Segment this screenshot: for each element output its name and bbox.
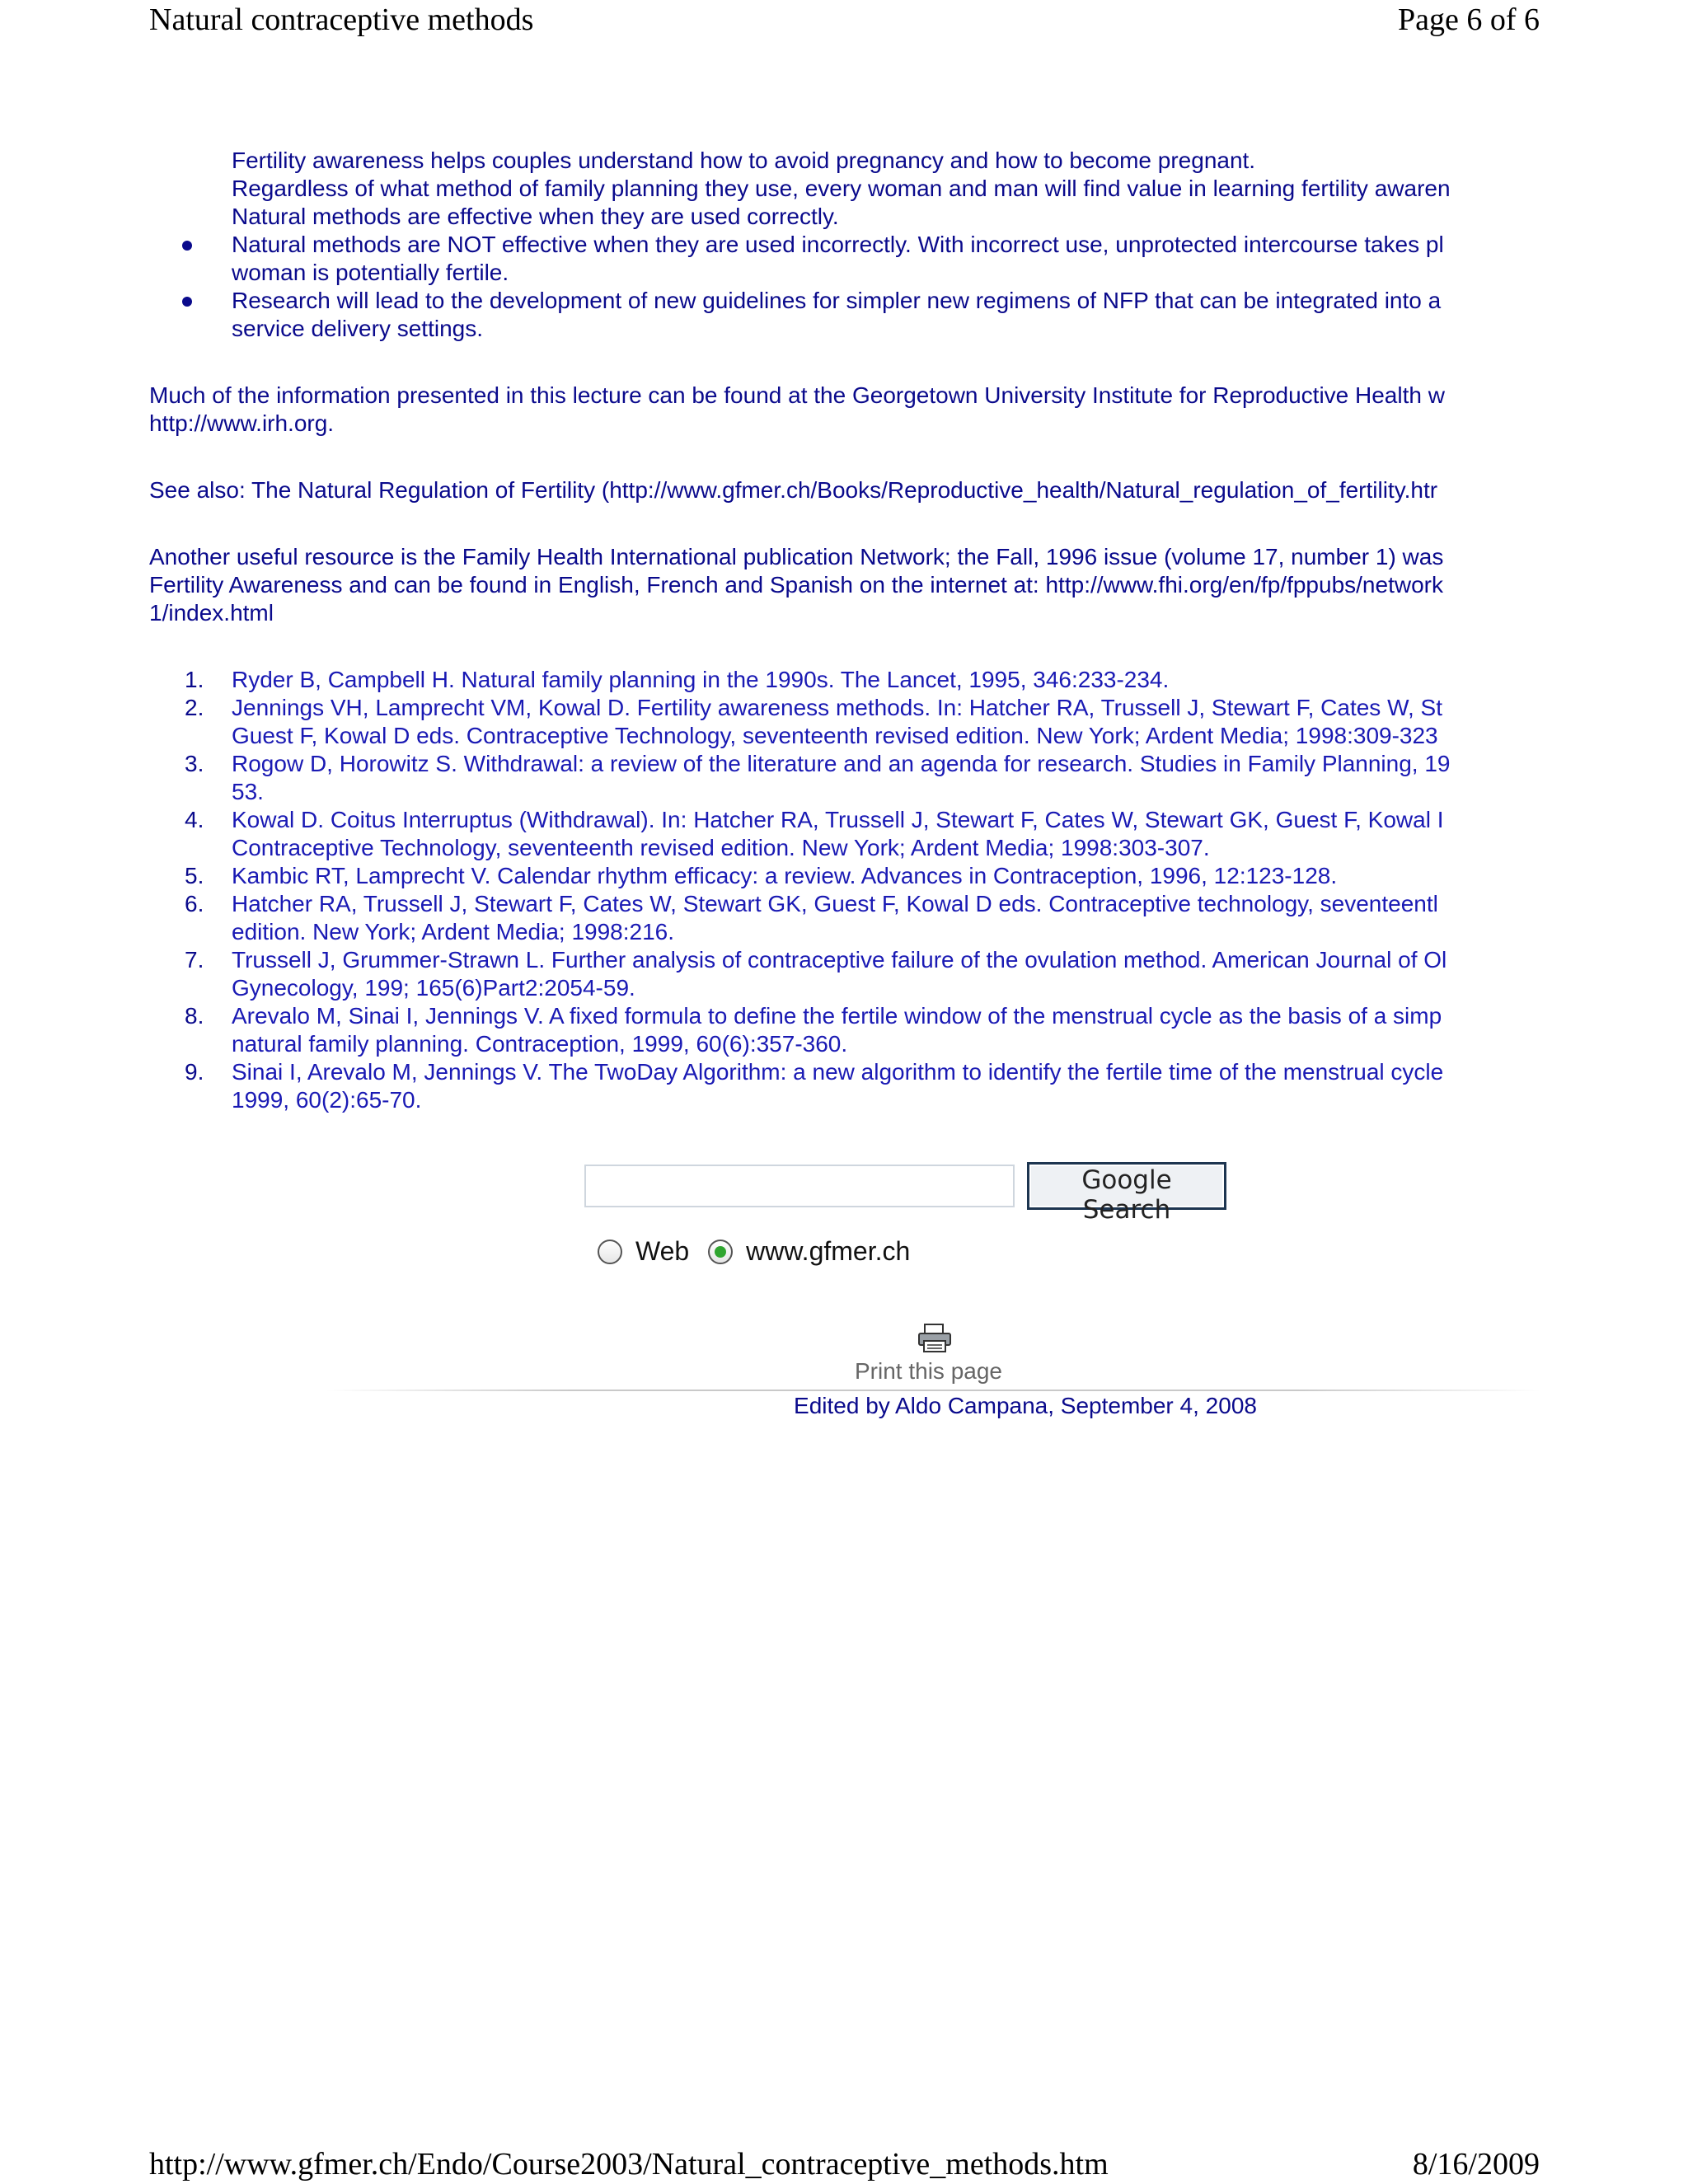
summary-bullets (149, 147, 1540, 343)
reference-item: 2. Jennings VH, Lamprecht VM, Kowal D. Fertility awareness methods. In: Hatcher RA, Trussell J, Stewart F, Cates W, St Guest F, Kowal D eds. Contraceptive Technology, seventeenth revised edition. New York; Ardent Media; 1998:309-323 (185, 695, 1442, 748)
search-scope (598, 1235, 921, 1268)
main-content (149, 147, 1540, 1114)
print-page-link[interactable]: Print this page (855, 1358, 1002, 1384)
reference-item: 8. Arevalo M, Sinai I, Jennings V. A fixed formula to define the fertile window of the menstrual cycle as the basis of a simp natural family planning. Contraception, 1999, 60(6):357-360. (185, 1003, 1442, 1057)
reference-item: 7. Trussell J, Grummer-Strawn L. Further analysis of contraceptive failure of the ovulation method. American Journal of Ol Gynecology, 199; 165(6)Part2:2054-59. (185, 947, 1447, 1001)
reference-item: 6. Hatcher RA, Trussell J, Stewart F, Cates W, Stewart GK, Guest F, Kowal D eds. Contraceptive technology, seventeentl edition. New York; Ardent Media; 1998:216. (185, 891, 1438, 944)
divider (326, 1390, 1540, 1391)
reference-item: 4. Kowal D. Coitus Interruptus (Withdrawal). In: Hatcher RA, Trussell J, Stewart F, Cates W, Stewart GK, Guest F, Kowal I Contraceptive Technology, seventeenth revised edition. New York; Ardent Media; 1998:303-307. (185, 807, 1444, 860)
page-number: Page 6 of 6 (1397, 2, 1540, 37)
print-date: 8/16/2009 (1412, 2147, 1540, 2182)
fhi-link[interactable]: 1/index.html (149, 600, 274, 626)
google-search-button[interactable]: Google Search (1027, 1162, 1226, 1210)
bullet-icon (182, 297, 192, 307)
list-item: Natural methods are NOT effective when they are used incorrectly. With incorrect use, unprotected intercourse takes pl woman is potentially fertile. (232, 231, 1540, 287)
radio-site[interactable] (708, 1240, 733, 1264)
see-also-paragraph[interactable]: See also: The Natural Regulation of Fertility (http://www.gfmer.ch/Books/Reproductive_health/Natural_regulation_of_fertility.htr (149, 477, 1438, 503)
radio-site-label: www.gfmer.ch (746, 1236, 911, 1267)
edited-by: Edited by Aldo Campana, September 4, 2008 (794, 1393, 1257, 1418)
reference-item: 9. Sinai I, Arevalo M, Jennings V. The TwoDay Algorithm: a new algorithm to identify the fertile time of the menstrual cycle 1999, 60(2):65-70. (185, 1059, 1444, 1113)
references-list (149, 666, 1540, 1114)
printer-icon[interactable] (917, 1323, 953, 1354)
search-input[interactable] (584, 1165, 1015, 1207)
irh-paragraph: Much of the information presented in this lecture can be found at the Georgetown University Institute for Reproductive Health w http://www.irh.org. (149, 382, 1540, 438)
list-item: Natural methods are effective when they are used correctly. (232, 203, 1540, 231)
bullet-icon (182, 241, 192, 251)
site-search (584, 1162, 1310, 1267)
list-item: Research will lead to the development of new guidelines for simpler new regimens of NFP that can be integrated into a service delivery settings. (232, 287, 1540, 343)
fhi-paragraph: Another useful resource is the Family Health International publication Network; the Fall, 1996 issue (volume 17, number 1) was Fertility Awareness and can be found in English, French and Spanish on the internet at: http://www.fhi.org/en/fp/fppubs/network 1/index.html (149, 543, 1540, 627)
radio-web[interactable] (598, 1240, 622, 1264)
reference-item: 3. Rogow D, Horowitz S. Withdrawal: a review of the literature and an agenda for research. Studies in Family Planning, 19 53. (185, 751, 1451, 804)
print-control (0, 1323, 1688, 1358)
list-item: Regardless of what method of family planning they use, every woman and man will find value in learning fertility awaren (232, 175, 1540, 203)
radio-web-label: Web (635, 1236, 690, 1267)
reference-item: 5. Kambic RT, Lamprecht V. Calendar rhythm efficacy: a review. Advances in Contraception, 1996, 12:123-128. (185, 863, 1338, 888)
list-item: Fertility awareness helps couples understand how to avoid pregnancy and how to become pregnant. (232, 147, 1540, 175)
page-url: http://www.gfmer.ch/Endo/Course2003/Natural_contraceptive_methods.htm (149, 2147, 1109, 2182)
document-title: Natural contraceptive methods (149, 2, 534, 37)
irh-link[interactable]: http://www.irh.org. (149, 410, 335, 436)
reference-item: 1. Ryder B, Campbell H. Natural family planning in the 1990s. The Lancet, 1995, 346:233-234. (185, 667, 1170, 692)
